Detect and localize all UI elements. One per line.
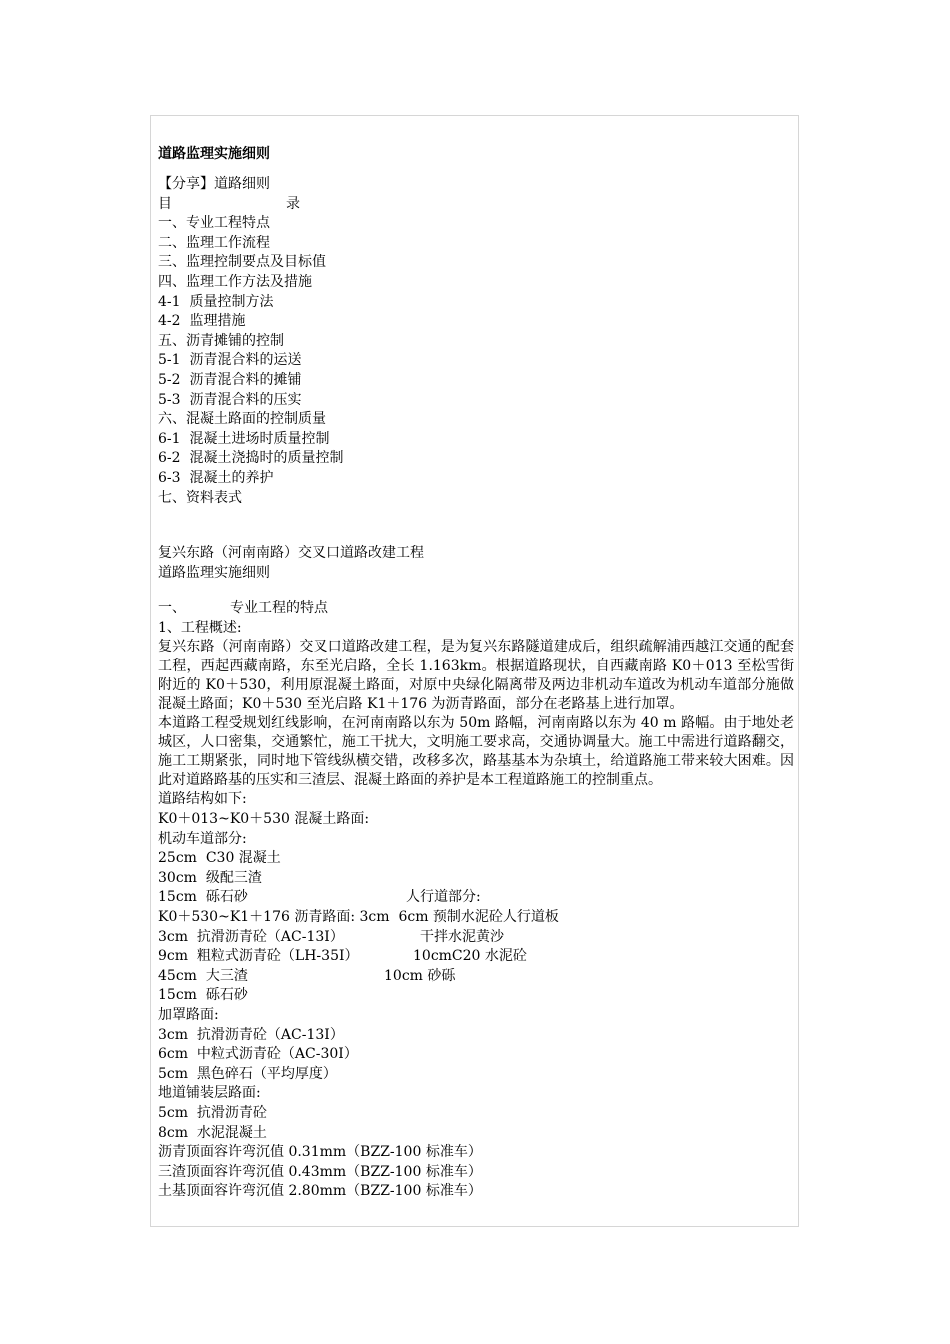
toc-item: 四、监理工作方法及措施 [158,273,312,290]
structure-left: 15cm 砾石砂 [158,889,248,906]
document-body [158,138,794,1202]
toc-item: 4-1 质量控制方法 [158,293,274,310]
structure-line: 8cm 水泥混凝土 [158,1124,267,1141]
structure-line [158,888,794,908]
structure-line: 30cm 级配三渣 [158,869,262,886]
structure-line: 15cm 砾石砂 [158,987,248,1004]
structure-line: 机动车道部分: [158,830,247,847]
section-heading [158,599,794,619]
toc-item: 五、沥青摊铺的控制 [158,332,284,349]
structure-line: 5cm 抗滑沥青砼 [158,1104,267,1121]
toc-item: 5-1 沥青混合料的运送 [158,352,302,369]
structure-line: 6cm 中粒式沥青砼（AC-30Ⅰ） [158,1046,358,1063]
structure-line: K0＋013~K0＋530 混凝土路面: [158,811,370,828]
structure-line: 加罩路面: [158,1007,219,1023]
subsection-heading: 1、工程概述: [158,619,242,636]
structure-left: 9cm 粗粒式沥青砼（LH-35Ⅰ） [158,948,359,965]
project-name: 复兴东路（河南南路）交叉口道路改建工程 [158,545,424,562]
structure-left: 3cm 抗滑沥青砼（AC-13Ⅰ） [158,928,344,945]
structure-right: 人行道部分: [406,889,481,906]
project-doc-title: 道路监理实施细则 [158,564,270,581]
structure-line: 3cm 抗滑沥青砼（AC-13Ⅰ） [158,1026,344,1043]
constraints-paragraph: 本道路工程受规划红线影响，在河南南路以东为 50m 路幅，河南南路以东为 40 m 路幅。由于地处老城区，人口密集，交通繁忙，施工干扰大，文明施工要求高，交通协调量大。施工中需进行道路翻交，施工工期紧张，同时地下管线纵横交错，改移多次，路基基本为杂填土，给道路施工带来较大困难。因此对道路路基的压实和三渣层、混凝土路面的养护是本工程道路施工的控制重点。 [158,715,794,789]
deflection-line: 沥青顶面容许弯沉值 0.31mm（BZZ-100 标准车） [158,1144,482,1161]
structure-right: 10cm 砂砾 [384,967,456,984]
toc-item: 6-1 混凝土进场时质量控制 [158,430,330,447]
structure-line: K0＋530~K1＋176 沥青路面: 3cm 6cm 预制水泥砼人行道板 [158,909,559,926]
deflection-line: 土基顶面容许弯沉值 2.80mm（BZZ-100 标准车） [158,1183,482,1200]
toc-head-right: 录 [286,195,300,212]
toc-item: 5-2 沥青混合料的摊铺 [158,371,302,388]
toc-heading [158,195,794,215]
share-line: 【分享】道路细则 [158,176,270,192]
toc-item: 三、监理控制要点及目标值 [158,254,326,271]
toc-item: 七、资料表式 [158,489,242,506]
overview-paragraph: 复兴东路（河南南路）交叉口道路改建工程，是为复兴东路隧道建成后，组织疏解浦西越江交通的配套工程，西起西藏南路，东至光启路，全长 1.163km。根据道路现状，自西藏南路 K0＋013 至松雪街附近的 K0＋530，利用原混凝土路面，对原中央绿化隔离带及两边非机动车道改为机动车道部分施做混凝土路面；K0＋530 至光启路 K1＋176 为沥青路面，部分在老路基上进行加罩。 [158,639,794,713]
structure-left: 45cm 大三渣 [158,967,248,984]
toc-item: 6-3 混凝土的养护 [158,469,274,486]
structure-intro: 道路结构如下: [158,791,247,808]
structure-line: 25cm C30 混凝土 [158,850,281,867]
deflection-line: 三渣顶面容许弯沉值 0.43mm（BZZ-100 标准车） [158,1163,482,1180]
structure-line [158,928,794,948]
structure-line [158,967,794,987]
toc-head-left: 目 [158,195,172,212]
structure-line: 地道铺装层路面: [158,1085,261,1102]
toc-item: 4-2 监理措施 [158,313,246,330]
toc-item: 6-2 混凝土浇捣时的质量控制 [158,450,344,467]
toc-item: 5-3 沥青混合料的压实 [158,391,302,408]
toc-item: 二、监理工作流程 [158,234,270,251]
toc-item: 一、专业工程特点 [158,215,270,232]
structure-line [158,947,794,967]
document-title: 道路监理实施细则 [158,146,270,162]
structure-line: 5cm 黑色碎石（平均厚度） [158,1065,337,1082]
section-number: 一、 [158,600,186,617]
section-title: 专业工程的特点 [230,600,328,617]
structure-right: 10cmC20 水泥砼 [413,948,527,965]
toc-item: 六、混凝土路面的控制质量 [158,411,326,428]
structure-right: 干拌水泥黄沙 [420,928,504,945]
